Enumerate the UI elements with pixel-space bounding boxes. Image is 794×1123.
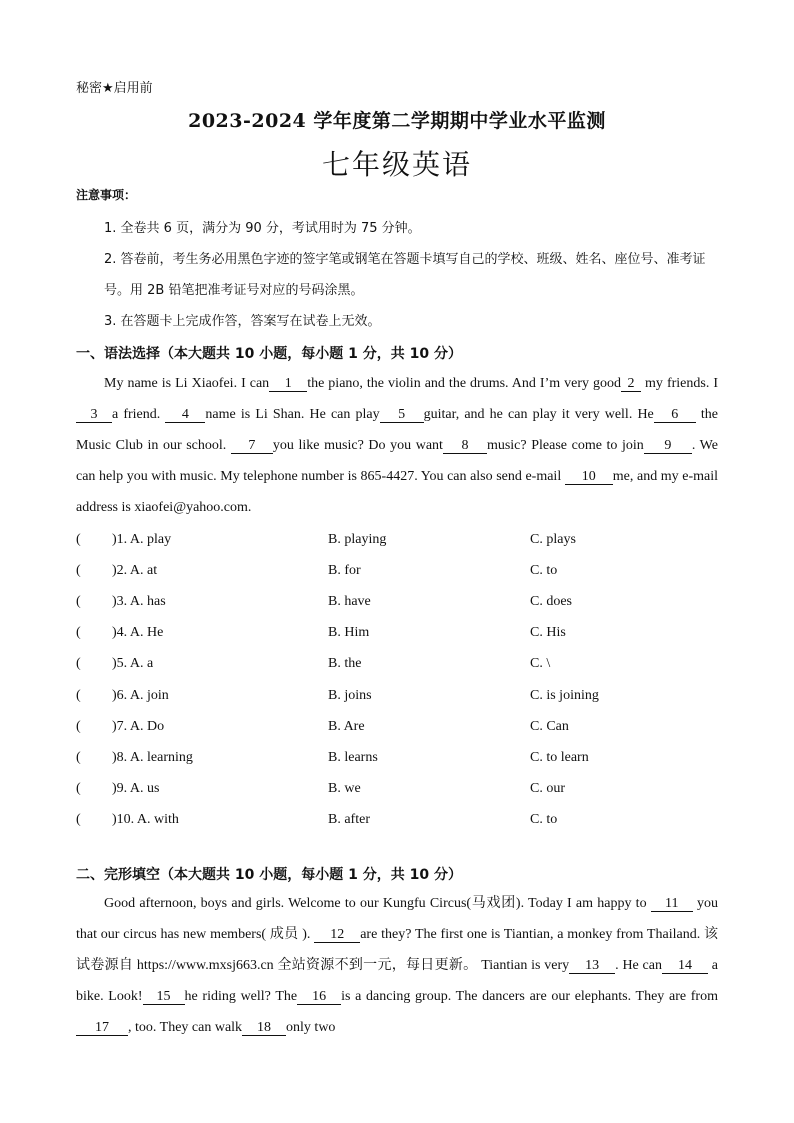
option-b: B. we: [328, 780, 361, 796]
answer-paren: (: [76, 718, 81, 734]
option-b: B. playing: [328, 532, 387, 547]
option-row: [76, 563, 726, 585]
option-c: C. does: [530, 594, 572, 610]
option-c: C. our: [530, 780, 565, 796]
passage-text: only two: [286, 1020, 336, 1035]
section1-passage: [76, 368, 718, 523]
option-b: B. Are: [328, 718, 365, 734]
answer-paren: (: [76, 749, 81, 765]
option-row: [76, 812, 726, 834]
notice-item-2-text: 2. 答卷前，考生务必用黑色字迹的签字笔或钢笔在答题卡填写自己的学校、班级、姓名、座位号、准考证号。用 2B 铅笔把准考证号对应的号码涂黑。: [104, 252, 706, 298]
section1-heading: 一、语法选择（本大题共 10 小题，每小题 1 分，共 10 分）: [76, 346, 462, 362]
option-c: C. to: [530, 563, 558, 579]
blank-4: 4: [165, 407, 205, 423]
option-b: B. after: [328, 811, 370, 827]
blank-16: 16: [297, 989, 341, 1005]
blank-13: 13: [569, 958, 615, 974]
option-c: C. His: [530, 625, 566, 641]
blank-3: 3: [76, 407, 112, 423]
exam-title: 2023-2024 学年度第二学期期中学业水平监测: [188, 110, 606, 132]
passage-text: me, and my e-mail address is xiaofei@yahoo.com.: [76, 469, 719, 515]
passage-text: is a dancing group. The dancers are our elephants. They are from: [341, 989, 718, 1004]
notice-item-1: 1. 全卷共 6 页，满分为 90 分，考试用时为 75 分钟。: [104, 221, 421, 236]
option-row: [76, 781, 726, 803]
option-c: C. \: [530, 656, 551, 672]
passage-text: the Music Club in our school.: [76, 407, 719, 453]
blank-6: 6: [654, 407, 696, 423]
notice-heading: 注意事项：: [76, 188, 137, 202]
blank-14: 14: [662, 958, 708, 974]
option-a: )4. A. He: [112, 625, 164, 641]
passage-text: music? Please come to join: [486, 438, 644, 453]
option-a: )6. A. join: [112, 687, 169, 703]
blank-9: 9: [644, 438, 692, 454]
passage-text: My name is Li Xiaofei. I can: [104, 376, 270, 391]
blank-11: 11: [651, 896, 693, 912]
passage-text: Good afternoon, boys and girls. Welcome to our Kungfu Circus(马戏团). Today I am happy to: [104, 896, 651, 911]
answer-paren: (: [76, 656, 81, 672]
secret-label: 秘密★启用前: [76, 81, 153, 96]
notice-item-3: 3. 在答题卡上完成作答，答案写在试卷上无效。: [104, 314, 381, 329]
option-row: [76, 719, 726, 741]
option-row: [76, 594, 726, 616]
passage-text: the piano, the violin and the drums. And I’m very good: [307, 376, 622, 391]
option-a: )7. A. Do: [112, 718, 165, 734]
blank-2: 2: [621, 376, 641, 392]
option-a: )2. A. at: [112, 563, 158, 579]
option-b: B. have: [328, 594, 371, 610]
answer-paren: (: [76, 563, 81, 579]
subject-title: 七年级英语: [321, 148, 472, 181]
passage-text: . We can help you with music. My telephone number is 865-4427. You can also send e-mail: [76, 438, 718, 484]
blank-17: 17: [76, 1020, 128, 1036]
option-c: C. to: [530, 811, 558, 827]
section2-heading: 二、完形填空（本大题共 10 小题，每小题 1 分，共 10 分）: [76, 867, 462, 883]
option-row: [76, 532, 726, 554]
option-a: )1. A. play: [112, 532, 172, 547]
answer-paren: (: [76, 811, 81, 827]
option-a: )3. A. has: [112, 594, 166, 610]
passage-text: a bike. Look!: [76, 958, 718, 1004]
option-c: C. Can: [530, 718, 569, 734]
blank-10: 10: [565, 469, 613, 485]
blank-5: 5: [380, 407, 424, 423]
option-b: B. learns: [328, 749, 378, 765]
option-b: B. Him: [328, 625, 370, 641]
blank-15: 15: [143, 989, 185, 1005]
option-row: [76, 656, 726, 678]
option-a: )8. A. learning: [112, 749, 193, 765]
option-a: )10. A. with: [112, 811, 179, 827]
passage-text: are they? The first one is Tiantian, a monkey from Thailand. 该试卷源自 https://www.mxsj663.cn 全站资源不到一元，每日更新。 Tiantian is very: [76, 927, 718, 973]
option-row: [76, 625, 726, 647]
passage-text: guitar, and he can play it very well. He: [423, 407, 654, 422]
option-b: B. joins: [328, 687, 372, 703]
blank-8: 8: [443, 438, 487, 454]
blank-1: 1: [269, 376, 307, 392]
option-a: )9. A. us: [112, 780, 160, 796]
passage-text: you that our circus has new members( 成员 ).: [76, 896, 718, 942]
passage-text: . He can: [615, 958, 662, 973]
passage-text: you like music? Do you want: [272, 438, 443, 453]
option-row: [76, 688, 726, 710]
option-b: B. the: [328, 656, 362, 672]
option-c: C. is joining: [530, 687, 599, 703]
answer-paren: (: [76, 687, 81, 703]
passage-text: my friends. I: [641, 376, 718, 391]
answer-paren: (: [76, 594, 81, 610]
answer-paren: (: [76, 532, 81, 547]
blank-18: 18: [242, 1020, 286, 1036]
option-b: B. for: [328, 563, 361, 579]
answer-paren: (: [76, 780, 81, 796]
option-c: C. to learn: [530, 749, 589, 765]
passage-text: , too. They can walk: [128, 1020, 243, 1035]
blank-7: 7: [231, 438, 273, 454]
passage-text: a friend.: [112, 407, 166, 422]
answer-paren: (: [76, 625, 81, 641]
section2-passage: [76, 888, 718, 1043]
option-row: [76, 750, 726, 772]
passage-text: he riding well? The: [184, 989, 298, 1004]
blank-12: 12: [314, 927, 360, 943]
option-a: )5. A. a: [112, 656, 154, 672]
notice-item-2: [104, 244, 722, 306]
option-c: C. plays: [530, 532, 576, 547]
passage-text: name is Li Shan. He can play: [205, 407, 380, 422]
